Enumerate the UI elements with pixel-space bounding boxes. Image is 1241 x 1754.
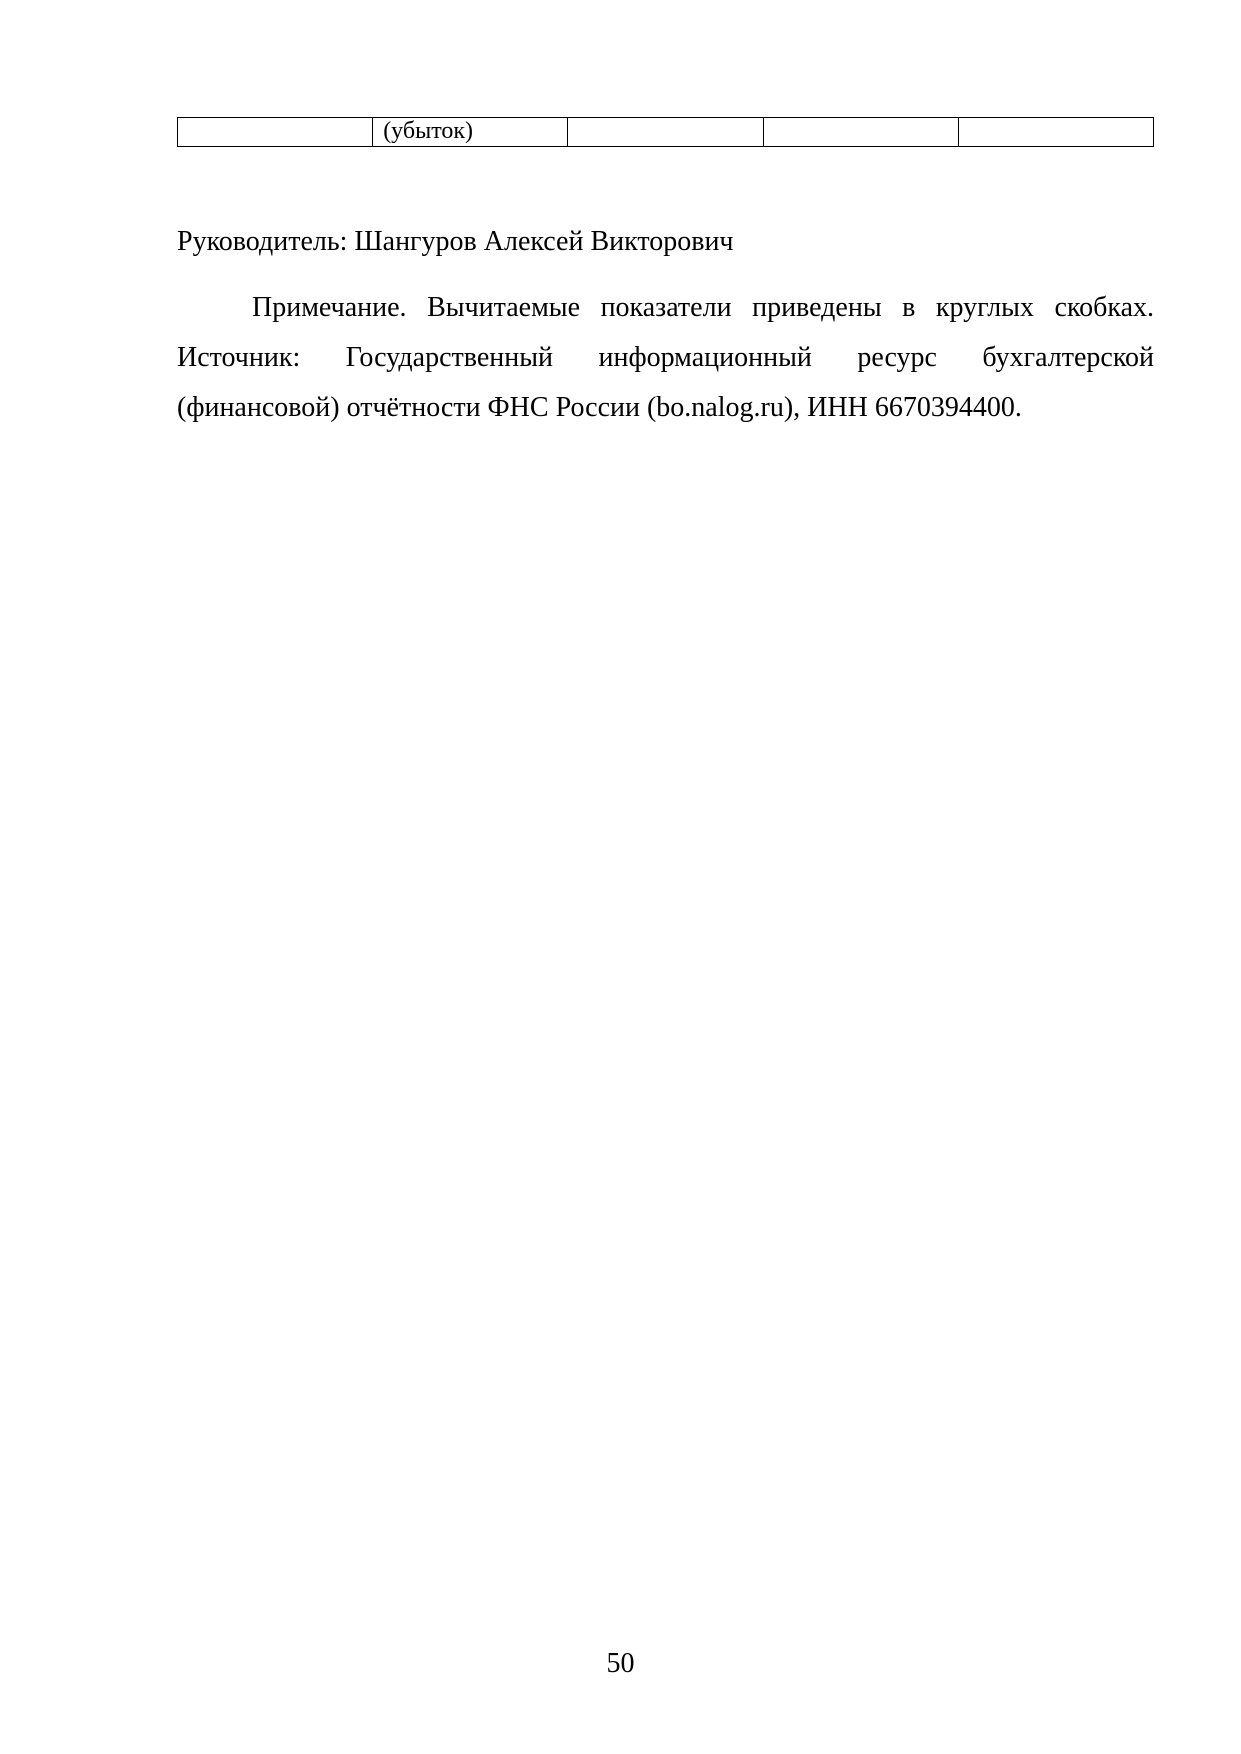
director-line: Руководитель: Шангуров Алексей Викторович xyxy=(177,226,734,257)
financial-table-fragment xyxy=(177,117,1154,147)
table-cell xyxy=(958,118,1153,147)
table-cell xyxy=(568,118,763,147)
table-cell: (убыток) xyxy=(373,118,568,147)
table-cell xyxy=(178,118,373,147)
table-cell xyxy=(763,118,958,147)
note-line: Примечание. Вычитаемые показатели приведены в круглых скобках. xyxy=(252,292,1154,323)
page-number: 50 xyxy=(606,1648,635,1679)
note-line: (финансовой) отчётности ФНС России (bo.nalog.ru), ИНН 6670394400. xyxy=(177,392,1022,423)
note-line: Источник: Государственный информационный ресурс бухгалтерской xyxy=(177,342,1154,373)
table-row xyxy=(178,118,1154,147)
source-note xyxy=(177,283,1154,433)
